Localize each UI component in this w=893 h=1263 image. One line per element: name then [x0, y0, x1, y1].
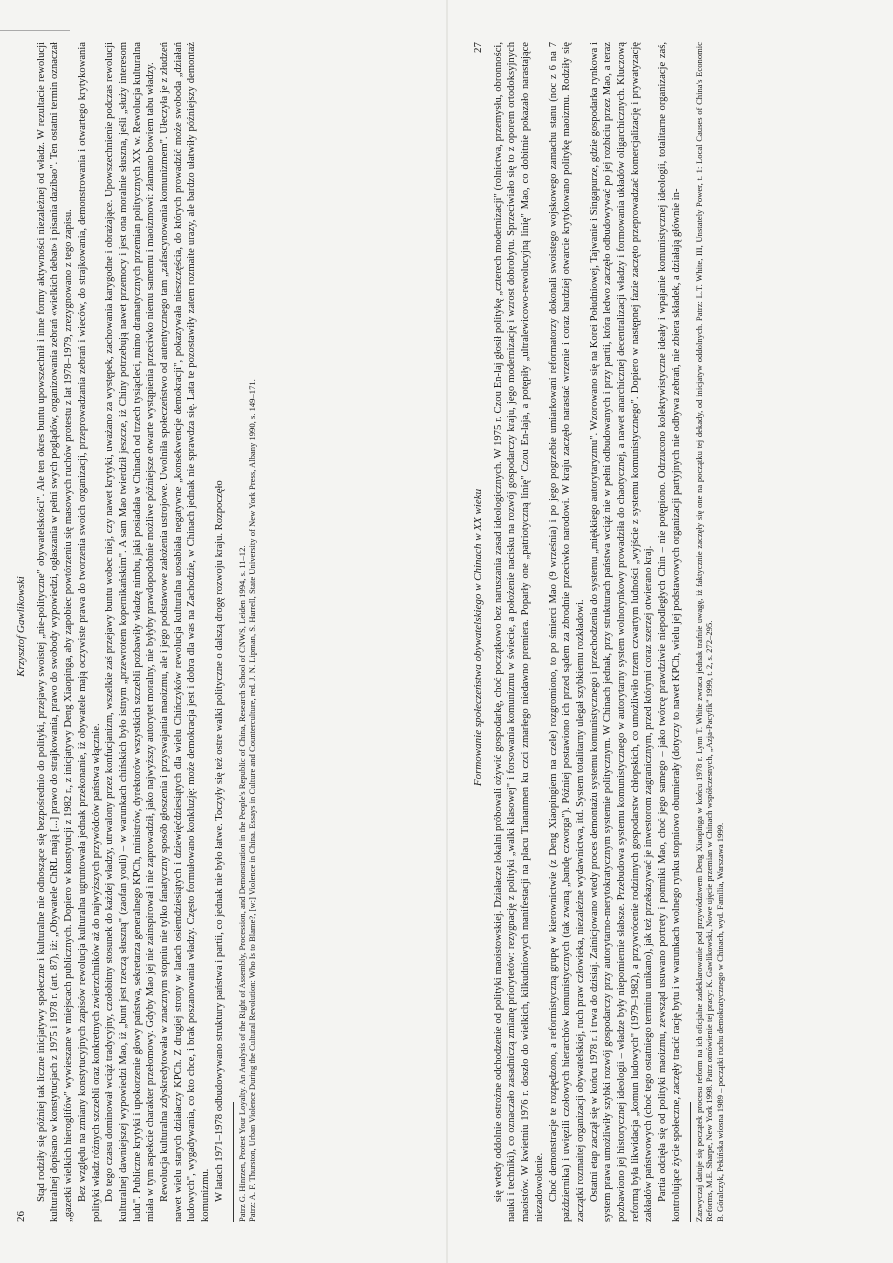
paragraph: Bez względu na zmiany konstytucyjnych zapisów rewolucja kulturalna ugruntowała jednak przekonanie, iż obywatele mają oczywiste prawa do tworzenia swoich organizacji, przeprowadzania zebrań i wieców, do strajkowania, demonstrowania i otwartego krytykowania polityki władz różnych szczebli oraz konkretnych zwierzchników aż do najwyższych przywódców państwa włącznie.	[76, 42, 102, 1222]
footnote: B. Góralczyk, Pekińska wiosna 1989 – początki ruchu demokratycznego w Chinach, wyd. Familia, Warszawa 1999.	[714, 822, 725, 1222]
running-head: Formowanie społeczeństwa obywatelskiego w Chinach w XX wieku	[472, 488, 484, 787]
paragraph: Partia odcięła się od polityki maoizmu, zewsząd usuwano portrety i pomniki Mao, choć jego samego – jako twórcę prawdziwie niepodległych Chin – nie potępiono. Odrzucono kolektywistyczne ideały i wpajanie komunistycznej ideologii, totalitarne organizacje zaś, kontrolujące życie społeczne, zaczęły tracić rację bytu i w warunkach wolnego rynku stopniowo obumierały (dotyczy to nawet KPCh, wielu jej podstawowych organizacji partyjnych nie odbywa zebrań, nie zbiera składek, a działają głównie in-	[657, 42, 682, 1222]
page-number: 27	[472, 42, 484, 53]
footnote: Patrz G. Hinrzen, Protest Your Loyalty. An Analysis of the Right of Assembly, Procession, and Demonstration in the People's Republic of China, Research School of CNWS, Leiden 1994, s. 11–12.	[236, 545, 247, 1222]
paragraph: Rewolucja kulturalna zdyskredytowała w znacznym stopniu nie tylko fanatyczny sposób głoszenia i przyswajania maoizmu, ale i jego podstawowe założenia ustrojowe. Uwolniła społeczeństwo od autentycznego tam „zafascynowania komunizmem". Ułeczyła je z złudzeń nawet wielu starych działaczy KPCh. Z drugiej strony w latach osiemdziesiątych i dziewięćdziesiątych dla wielu Chińczyków rewolucja kulturalna uosabiała negatywne „konsekwencje demokracji", pokazywała nieszczęścia, do których prowadzić może swoboda „działań ludowych", wygadywania, co kto chce, i brak poszanowania władzy. Często formułowano konkluzję: może demokracja jest i dobra dla was na Zachodzie, w Chinach jednak nie sprawdza się. Lata te pozostawiły zatem rozmaite urazy, ale bardzo ułatwiły późniejszy demontaż komunizmu.	[159, 42, 212, 1222]
footnote-rule	[233, 1102, 234, 1222]
left-page-rotated-content	[15, 42, 415, 1222]
paragraph: Ostatni etap zaczął się w końcu 1978 r. i trwa do dzisiaj. Zainicjowano wtedy proces demontażu systemu komunistycznego i przechodzenia do systemu „miękkiego autorytaryzmu". Wzorowano się na Korei Południowej, Tajwanie i Singapurze, gdzie gospodarka rynkowa i system prawa umożliwiły szybki rozwój gospodarczy przy autorytarno-merytokratycznym systemie politycznym. W Chinach jednak, przy strukturach państwa wciąż nie w pełni odbudowanych i przy partii, która ledwo zaczęło odbudowywać po jej rozbiciu przez Mao, a teraz pozbawiono jej historycznej ideologii – władze były niepomiernie słabsze. Przebudowa systemu komunistycznego w autorytarny system wolnorynkowy prowadziła do chaotycznej, a nawet anarchicznej decentralizacji władzy i formowania układów oligarchicznych. Kluczową reformą była likwidacja „komun ludowych" (1979–1982), a przywrócenie rodzinnych gospodarstw chłopskich, co umożliwiło trzem czwartym ludności „wyjście z systemu komunistycznego". Dopiero w następnej fazie zaczęto przeprowadzać komercjalizację i prywatyzację zakładów państwowych (choć tego ostatniego terminu unikano), jak też przekazywać je inwestorom zagranicznym, przed którymi coraz szerzej otwierano kraj.	[588, 42, 655, 1222]
footnote: Zazwyczaj datuje się początek procesu reform na ich oficjalne zadeklarowanie pod przywództwem Deng Xiaopinga w końcu 1978 r. Lynn T. White zwraca jednak trafnie uwagę, iż faktycznie zaczęły się one na początku tej dekady, od inicjatyw oddolnych. Patrz: L.T. White, III, Unstately Power, t. 1: Local Causes of China's Economic Reforms, M.E. Sharpe, New York 1998. Patrz omówienie tej pracy: K. Gawlikowski, Nowe ujęcie przemian w Chinach współczesnych, „Azja-Pacyfik" 1999, t. 2, s. 272–295.	[693, 42, 715, 1222]
book-spine	[446, 0, 448, 1263]
paragraph: Stąd rodziły się później tak liczne inicjatywy społeczne i kulturalne nie odnoszące się bezpośrednio do polityki, przejawy swoistej „nie-polityczne" obywatelskości". Ale ten okres buntu upowszechnił i inne formy aktywności niezależnej od władz. W rezultacie rewolucji kulturalnej dopisano w konstytucjach z 1975 i 1978 r. (art. 87), iż: „Obywatele ChRL mają [...] prawo do strajkowania, prawo do swobody wypowiedzi, ogłaszania w pełni swych poglądów, organizowania zebrań «wielkich debat» i pisania dazibao". Ten ostatni termin oznaczał „gazetki wielkich hieroglifów" wywieszane w miejscach publicznych. Dopiero w konstytucji z 1982 r., z inicjatywy Deng Xiaopinga, aby zapobiec powtórzeniu się masowych ruchów protestu z lat 1978–1979, zrezygnowano z tego zapisu.	[35, 42, 75, 1222]
paragraph: Do tego czasu dominował wciąż tradycyjny, czołobitny stosunek do każdej władzy, utrwalony przez konfucjanizm, wszelkie zaś przejawy buntu wobec niej, czy nawet krytyki, uważano za występek, zachowania karygodne i obrażające. Upowszechnienie podczas rewolucji kulturalnej dawniejszej wypowiedzi Mao, iż „bunt jest rzeczą słuszną" (zaofan youli) – w warunkach chińskich było istnym „przewrotem kopernikańskim". A sam Mao twierdził jeszcze, iż Chiny potrzebują nawet przemocy i jest ona moralnie słuszna, jeśli „służy interesom ludu". Publiczne krytyki i upokorzenie głowy państwa, sekretarza generalnego KPCh, ministrów, dyrektorów wszystkich szczebli pozbawiły władzę nimbu, jaki posiadała w Chinach od trzech tysiącleci, mimo dramatycznych przemian politycznych XX w. Rewolucja kulturalna miała w tym aspekcie charakter przełomowy. Gdyby Mao jej nie zainspirował i nie zaprowadził, jako najwyższy autorytet moralny, nie byłyby prawdopodobnie możliwe późniejsze otwarte wystąpienia przeciwko niemu samemu i maoizmowi: złamano bowiem tabu władzy.	[104, 42, 157, 1222]
left-page	[5, 0, 425, 1263]
page-number: 26	[15, 1211, 27, 1222]
right-page-header	[472, 42, 486, 1222]
paragraph: W latach 1971–1978 odbudowywano struktury państwa i partii, co jednak nie było łatwe. Toczyły się też ostre walki polityczne o dalszą drogę rozwoju kraju. Rozpoczęło	[213, 480, 225, 1202]
left-page-header	[15, 42, 29, 1222]
right-page-rotated-content	[472, 42, 872, 1222]
paragraph: się wtedy oddolnie ostrożne odchodzenie od polityki maoistowskiej. Działacze lokalni próbowali ożywić gospodarkę, choć początkowo bez naruszania zasad ideologicznych. W 1975 r. Czou En-laj głosił politykę „czterech modernizacji" (rolnictwa, przemysłu, obronności, nauki i techniki), co oznaczało zasadniczą zmianę priorytetów: rezygnację z polityki „walki klasowej" i forsowania komunizmu w świecie, a położenie nacisku na rozwój gospodarczy kraju, jego modernizację i wzrost dobrobytu. Sprzeciwiało się to z oporem ortodoksyjnych maoistów. W kwietniu 1976 r. doszło do wielkich, kilkudniowych manifestacji na placu Tiananmen ku czci zmarłego niedawno premiera. Poparły one „patriotyczną linię" Czou En-laja, a potępiły „ultralewicowo-rewolucyjną linię" Mao, co dobitnie pokazało narastające niezadowolenie.	[492, 42, 545, 1222]
right-page	[462, 0, 882, 1263]
footnote-rule	[690, 1102, 691, 1222]
paragraph: Choć demonstracje te rozpędzono, a reformistyczną grupę w kierownictwie (z Deng Xiaopingiem na czele) rozgromiono, to po śmierci Mao (9 września) i po jego pogrzebie umiarkowani reformatorzy dokonali swoistego wojskowego zamachu stanu (noc z 6 na 7 października) i uwięzili czołowych hierarchów komunistycznych (tak zwaną „bandę czworga"). Później postawiono ich przed sądem za zbrodnie przeciwko narodowi. W kraju zaczęło narastać wrzenie i coraz bardziej otwarcie krytykowano politykę maoizmu. Rodziły się zaczątki rozmaitej organizacji obywatelskiej, ruch praw człowieka, niezależne wydawnictwa, itd. System totalitarny ulegał szybkiemu rozkładowi.	[547, 42, 586, 1222]
running-head: Krzysztof Gawlikowski	[15, 576, 27, 677]
footnote: Patrz: A. F. Thurston, Urban Violence During the Cultural Revolution: Who Is to Blame?, [w:] Violence in China. Essays in Culture and Counterculture, red. J. N. Lipman, S. Harrell, State University of New York Press, Albany 1990, s. 149–171.	[247, 379, 258, 1222]
